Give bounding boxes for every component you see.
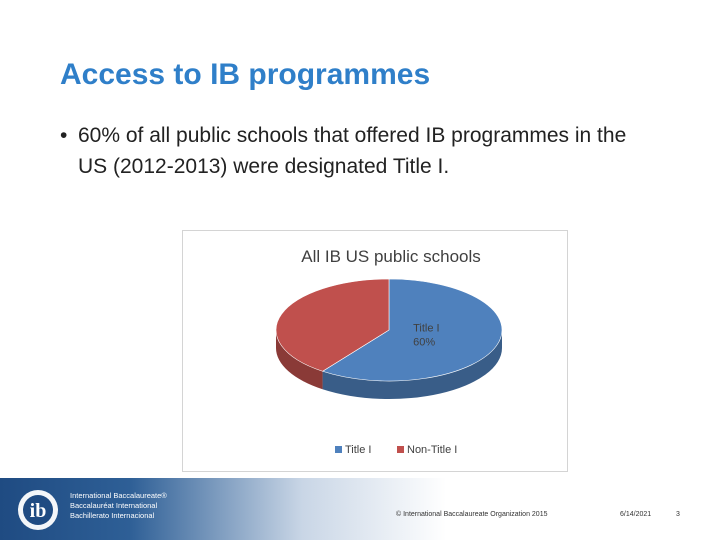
page-number: 3 (676, 511, 680, 518)
legend-label-non-title-i: Non-Title I (407, 444, 458, 456)
logo-line-1: International Baccalaureate® (70, 491, 167, 500)
bullet-dot: • (60, 124, 68, 147)
legend-label-title-i: Title I (345, 444, 372, 456)
bullet-text: 60% of all public schools that offered IB programmes in the US (2012-2013) were designated Title I. (78, 124, 627, 178)
pie-chart (182, 230, 568, 472)
slide-date: 6/14/2021 (620, 511, 652, 518)
legend-swatch-title-i (335, 446, 342, 453)
copyright-text: © International Baccalaureate Organization 2015 (396, 511, 548, 518)
bullet-point (60, 120, 640, 182)
slide-title: Access to IB programmes (60, 58, 431, 91)
ib-logo-letters: ib (29, 500, 47, 522)
pie-chart-svg (183, 231, 567, 471)
data-label-value: 60% (413, 336, 436, 349)
ib-logo (10, 486, 200, 534)
data-label-category: Title I (413, 322, 440, 335)
logo-line-3: Bachillerato Internacional (70, 511, 155, 520)
logo-line-2: Baccalauréat International (70, 501, 158, 510)
ib-logo-text (70, 491, 167, 521)
ib-logo-icon (10, 486, 66, 534)
legend-swatch-non-title-i (397, 446, 404, 453)
chart-title: All IB US public schools (301, 247, 481, 266)
